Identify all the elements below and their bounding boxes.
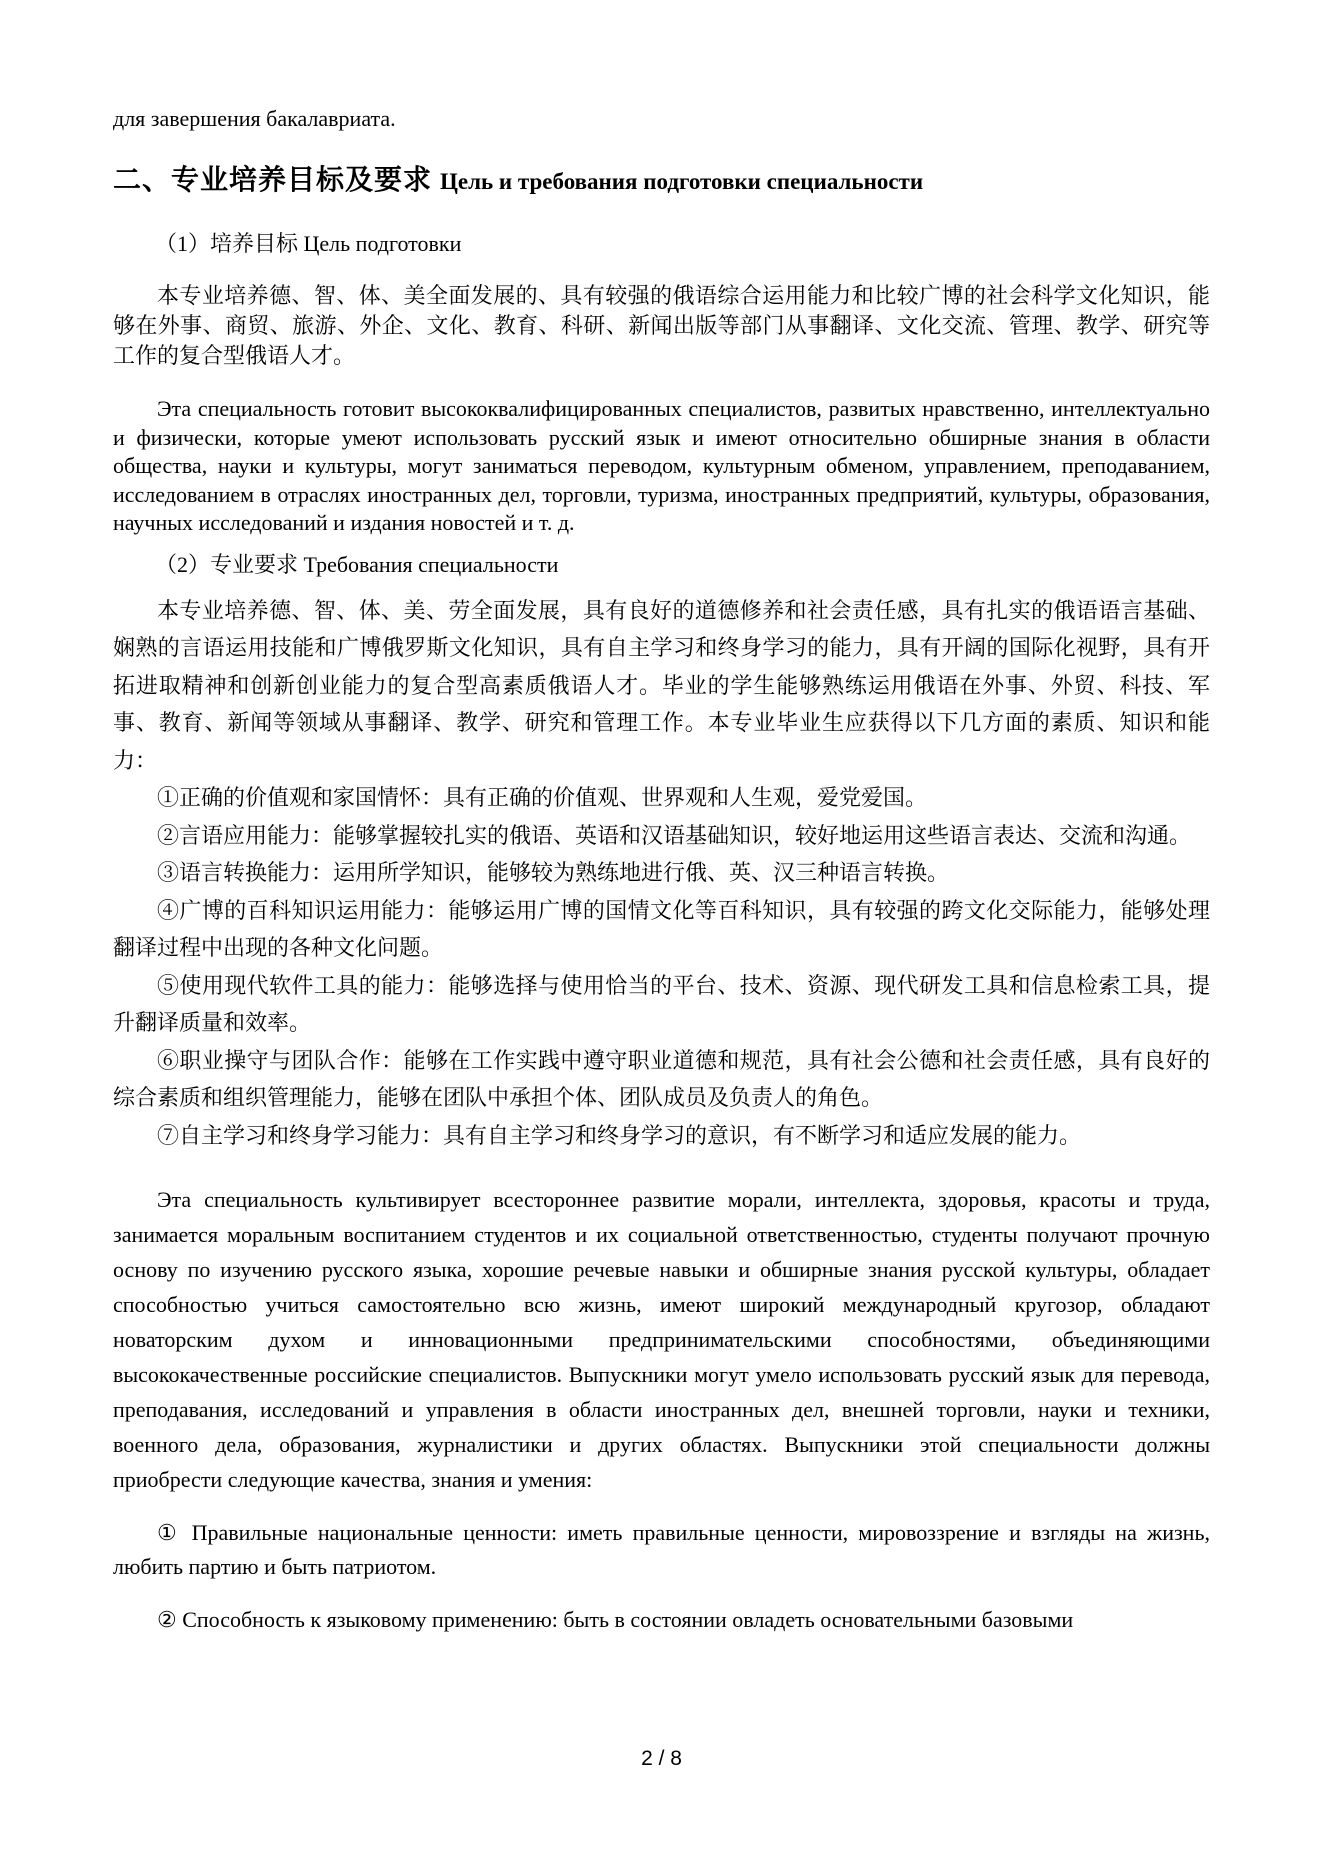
paragraph-zh-goal: 本专业培养德、智、体、美全面发展的、具有较强的俄语综合运用能力和比较广博的社会科学文化知识，能够在外事、商贸、旅游、外企、文化、教育、科研、新闻出版等部门从事翻译、文化交流、管理、教学、研究等工作的复合型俄语人才。	[113, 283, 1210, 368]
requirement-item-zh-6: ⑥职业操守与团队合作：能够在工作实践中遵守职业道德和规范，具有社会公德和社会责任感，具有良好的综合素质和组织管理能力，能够在团队中承担个体、团队成员及负责人的角色。	[113, 1047, 1210, 1110]
subsection-2-title: （2）专业要求 Требования специальности	[155, 551, 559, 577]
paragraph-zh-requirements: 本专业培养德、智、体、美、劳全面发展，具有良好的道德修养和社会责任感，具有扎实的俄语语言基础、娴熟的言语运用技能和广博俄罗斯文化知识，具有自主学习和终身学习的能力，具有开阔的国际化视野，具有开拓进取精神和创新创业能力的复合型高素质俄语人才。毕业的学生能够熟练运用俄语在外事、外贸、科技、军事、教育、新闻等领域从事翻译、教学、研究和管理工作。本专业毕业生应获得以下几方面的素质、知识和能力：	[113, 597, 1210, 773]
section-heading-zh: 二、专业培养目标及要求	[113, 164, 433, 195]
requirement-item-ru-1: ① Правильные национальные ценности: иметь правильные ценности, мировоззрение и взгляды на жизнь, любить партию и быть патриотом.	[113, 1520, 1210, 1579]
requirement-item-zh-3: ③语言转换能力：运用所学知识，能够较为熟练地进行俄、英、汉三种语言转换。	[157, 860, 950, 885]
paragraph-ru-requirements: Эта специальность культивирует всестороннее развитие морали, интеллекта, здоровья, красоты и труда, занимается моральным воспитанием студентов и их социальной ответственностью, студенты получают прочную основу по изучению русского языка, хорошие речевые навыки и обширные знания русской культуры, обладает способностью учиться самостоятельно всю жизнь, имеют широкий международный кругозор, обладают новаторским духом и инновационными предпринимательскими способностями, объединяющими высококачественные российские специалистов. Выпускники могут умело использовать русский язык для перевода, преподавания, исследований и управления в области иностранных дел, внешней торговли, науки и техники, военного дела, образования, журналистики и других областях. Выпускники этой специальности должны приобрести следующие качества, знания и умения:	[113, 1187, 1210, 1492]
section-heading	[113, 154, 1210, 203]
subsection-1-title: （1）培养目标 Цель подготовки	[155, 231, 462, 256]
requirement-item-zh-5: ⑤使用现代软件工具的能力：能够选择与使用恰当的平台、技术、资源、现代研发工具和信息检索工具，提升翻译质量和效率。	[113, 972, 1210, 1035]
requirement-item-zh-4: ④广博的百科知识运用能力：能够运用广博的国情文化等百科知识，具有较强的跨文化交际能力，能够处理翻译过程中出现的各种文化问题。	[113, 897, 1210, 960]
page-number: 2 / 8	[641, 1747, 682, 1770]
requirement-item-zh-7: ⑦自主学习和终身学习能力：具有自主学习和终身学习的意识，有不断学习和适应发展的能力。	[157, 1122, 1082, 1148]
paragraph-ru-goal: Эта специальность готовит высококвалифицированных специалистов, развитых нравственно, интеллектуально и физически, которые умеют использовать русский язык и имеют относительно обширные знания в области общества, науки и культуры, могут заниматься переводом, культурным обменом, управлением, преподаванием, исследованием в отраслях иностранных дел, торговли, туризма, иностранных предприятий, культуры, образования, научных исследований и издания новостей и т. д.	[113, 396, 1210, 535]
requirement-item-ru-2: ② Способность к языковому применению: быть в состоянии овладеть основательными базовыми	[157, 1607, 1074, 1632]
requirement-item-zh-2: ②言语应用能力：能够掌握较扎实的俄语、英语和汉语基础知识，较好地运用这些语言表达、交流和沟通。	[157, 822, 1192, 848]
carryover-paragraph: для завершения бакалавриата.	[113, 106, 396, 131]
requirement-item-zh-1: ①正确的价值观和家国情怀：具有正确的价值观、世界观和人生观，爱党爱国。	[157, 785, 928, 810]
section-heading-ru: Цель и требования подготовки специальности	[440, 169, 924, 194]
